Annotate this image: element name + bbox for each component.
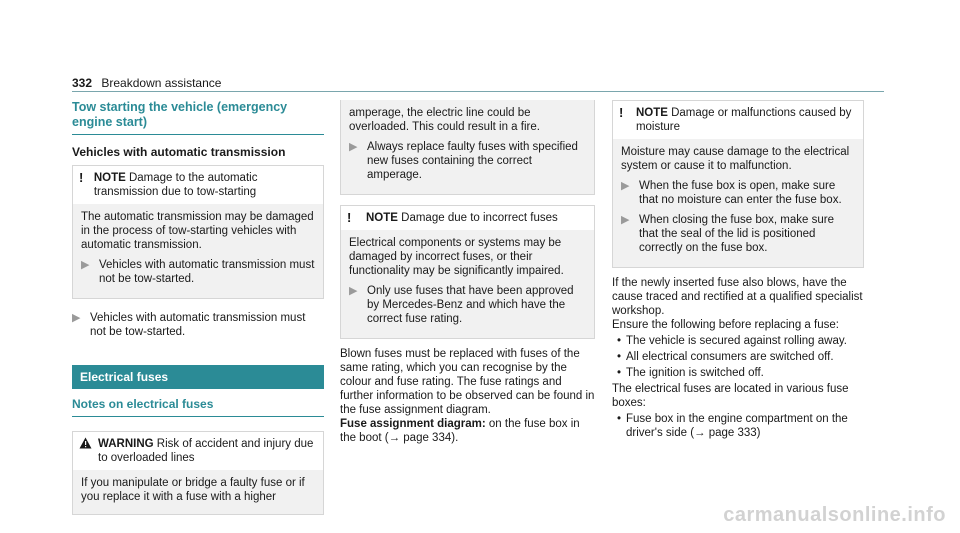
notes-heading: Notes on electrical fuses	[72, 397, 214, 411]
list-item: • The ignition is switched off.	[612, 366, 864, 380]
column-3	[612, 100, 864, 442]
play-arrow-icon: ▶	[349, 141, 358, 153]
warning-box-continued	[340, 100, 595, 195]
bullet-icon: •	[616, 335, 622, 347]
warning-step: Always replace faulty fuses with specified new fuses containing the correct amperage.	[367, 141, 578, 181]
note-heading: Damage to the automatic transmission due to tow-starting	[93, 172, 258, 198]
note-step: Only use fuses that have been approved by Mercedes-Benz and which have the correct fuse rating.	[367, 285, 574, 325]
note-heading: Damage or malfunctions caused by moisture	[635, 107, 852, 133]
header-divider	[72, 91, 884, 92]
list-item: • The vehicle is secured against rolling away.	[612, 334, 864, 348]
notice-icon: !	[347, 210, 352, 225]
note-box-incorrect-fuses	[340, 205, 595, 339]
warning-heading: Risk of accident and injury due to overloaded lines	[98, 438, 314, 464]
paragraph-ensure: Ensure the following before replacing a fuse:	[612, 319, 839, 331]
note-box-moisture	[612, 100, 864, 268]
note-step: Vehicles with automatic transmission must not be tow-started.	[99, 259, 315, 285]
page-header	[72, 76, 221, 90]
warning-body: If you manipulate or bridge a faulty fuse or if you replace it with a fuse with a higher	[81, 477, 305, 503]
heading-divider	[72, 134, 324, 135]
play-arrow-icon: ▶	[72, 312, 81, 324]
bullet-icon: •	[616, 413, 622, 425]
note-step-1: When the fuse box is open, make sure that no moisture can enter the fuse box.	[639, 180, 842, 206]
note-box-transmission	[72, 165, 324, 299]
watermark: carmanualsonline.info	[723, 504, 946, 526]
notice-icon: !	[619, 105, 624, 120]
paragraph-newly-inserted: If the newly inserted fuse also blows, have the cause traced and rectified at a qualified specialist workshop.	[612, 277, 863, 317]
assignment-diagram-label: Fuse assignment diagram:	[340, 418, 486, 430]
paragraph-fuse-locations: The electrical fuses are located in various fuse boxes:	[612, 383, 849, 409]
play-arrow-icon: ▶	[81, 259, 90, 271]
list-item: • Fuse box in the engine compartment on the driver's side (→ page 333)	[612, 412, 864, 440]
play-arrow-icon: ▶	[621, 180, 630, 192]
warning-triangle-icon	[79, 437, 92, 465]
page-number: 332	[72, 76, 93, 90]
note-body: Moisture may cause damage to the electrical system or cause it to malfunction.	[621, 146, 850, 172]
note-heading: Damage due to incorrect fuses	[401, 212, 558, 224]
bullet-icon: •	[616, 351, 622, 363]
assignment-diagram-text[interactable]: on the fuse box in the boot (→ page 334).	[340, 418, 580, 444]
column-1	[72, 100, 324, 515]
play-arrow-icon: ▶	[621, 214, 630, 226]
section-banner-electrical-fuses: Electrical fuses	[72, 365, 324, 389]
note-label: NOTE	[366, 212, 398, 224]
checklist	[612, 334, 864, 380]
instruction-step: Vehicles with automatic transmission must not be tow-started.	[90, 312, 306, 338]
heading-divider	[72, 416, 324, 417]
note-label: NOTE	[93, 172, 126, 184]
note-step-2: When closing the fuse box, make sure that the seal of the lid is positioned correctly on the fuse box.	[639, 214, 834, 254]
paragraph-assignment-diagram	[340, 417, 595, 445]
note-body: The automatic transmission may be damaged in the process of tow-starting vehicles with automatic transmission.	[81, 211, 314, 251]
warning-label: WARNING	[98, 438, 154, 450]
notice-icon: !	[79, 170, 84, 185]
warning-continued-text: amperage, the electric line could be overloaded. This could result in a fire.	[349, 107, 540, 133]
subheading-auto-transmission: Vehicles with automatic transmission	[72, 145, 286, 159]
warning-box	[72, 431, 324, 515]
note-label: NOTE	[635, 107, 668, 119]
column-2	[340, 100, 595, 445]
section-title: Breakdown assistance	[101, 76, 222, 90]
fuse-box-list	[612, 412, 864, 440]
tow-start-heading: Tow starting the vehicle (emergency engine start)	[72, 100, 288, 129]
note-body: Electrical components or systems may be damaged by incorrect fuses, or their functionality may be significantly impaired.	[349, 237, 564, 277]
paragraph-blown-fuses: Blown fuses must be replaced with fuses of the same rating, which you can recognise by the colour and fuse rating. The fuse ratings and further information to be observed can be found in the fuse assignment diagram.	[340, 348, 595, 416]
bullet-icon: •	[616, 367, 622, 379]
list-item: • All electrical consumers are switched off.	[612, 350, 864, 364]
play-arrow-icon: ▶	[349, 285, 358, 297]
